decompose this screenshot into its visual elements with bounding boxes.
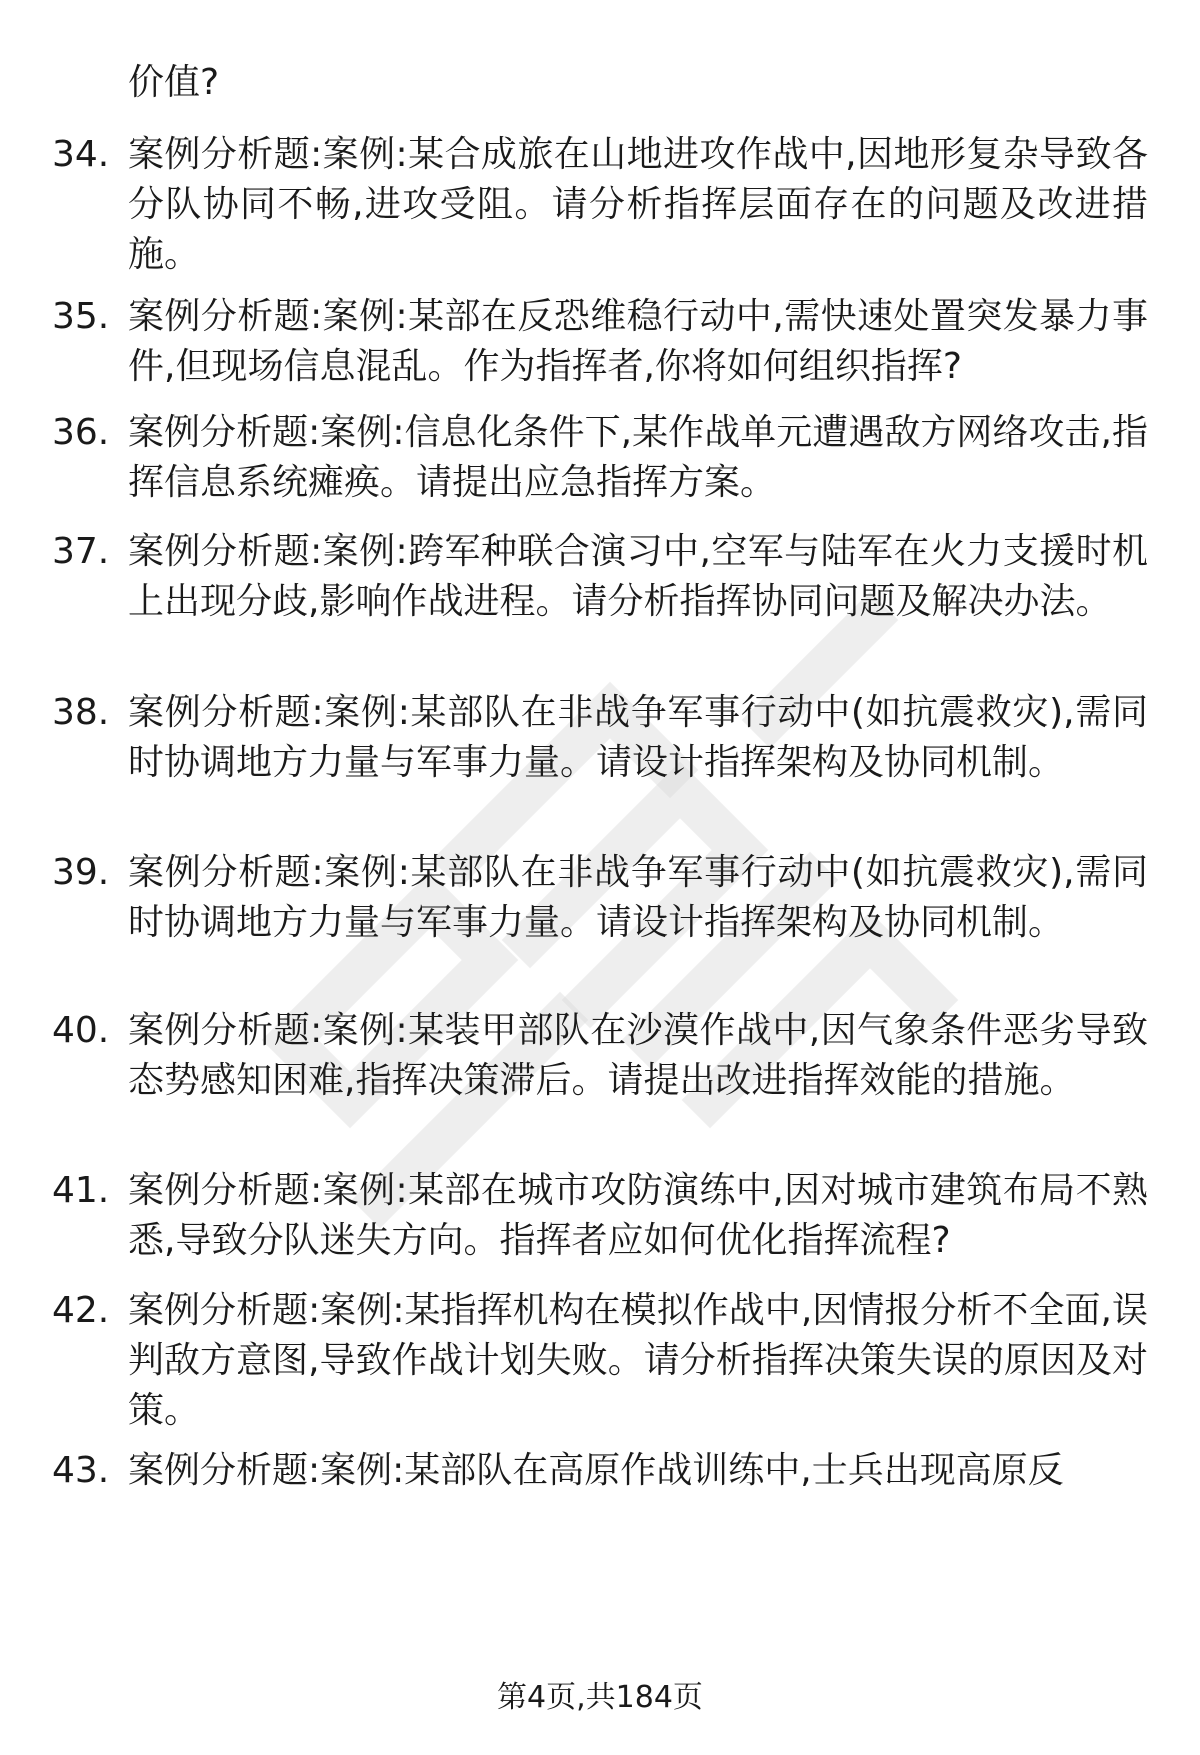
question-number: 35.: [52, 296, 110, 337]
question-text: 案例分析题:案例:某部队在非战争军事行动中(如抗震救灾),需同时协调地方力量与军事力量。请设计指挥架构及协同机制。: [128, 852, 1148, 943]
question-number: 36.: [52, 412, 110, 453]
question-text: 案例分析题:案例:某部在反恐维稳行动中,需快速处置突发暴力事件,但现场信息混乱。作为指挥者,你将如何组织指挥?: [128, 296, 1148, 387]
continued-text: 价值?: [128, 62, 220, 103]
question-number: 40.: [52, 1010, 110, 1051]
question-number: 37.: [52, 531, 110, 572]
question-text: 案例分析题:案例:某部在城市攻防演练中,因对城市建筑布局不熟悉,导致分队迷失方向。指挥者应如何优化指挥流程?: [128, 1170, 1148, 1261]
question-text: 案例分析题:案例:某部队在非战争军事行动中(如抗震救灾),需同时协调地方力量与军事力量。请设计指挥架构及协同机制。: [128, 692, 1148, 783]
question-text: 案例分析题:案例:某合成旅在山地进攻作战中,因地形复杂导致各分队协同不畅,进攻受阻。请分析指挥层面存在的问题及改进措施。: [128, 134, 1148, 275]
question-text: 案例分析题:案例:某装甲部队在沙漠作战中,因气象条件恶劣导致态势感知困难,指挥决策滞后。请提出改进指挥效能的措施。: [128, 1010, 1148, 1101]
question-text: 案例分析题:案例:信息化条件下,某作战单元遭遇敌方网络攻击,指挥信息系统瘫痪。请提出应急指挥方案。: [128, 412, 1148, 503]
question-number: 39.: [52, 852, 110, 893]
question-number: 42.: [52, 1290, 110, 1331]
question-text: 案例分析题:案例:某指挥机构在模拟作战中,因情报分析不全面,误判敌方意图,导致作战计划失败。请分析指挥决策失误的原因及对策。: [128, 1290, 1148, 1431]
question-number: 38.: [52, 692, 110, 733]
question-text: 案例分析题:案例:跨军种联合演习中,空军与陆军在火力支援时机上出现分歧,影响作战进程。请分析指挥协同问题及解决办法。: [128, 531, 1148, 622]
page-footer: 第4页,共184页: [497, 1680, 703, 1715]
question-number: 41.: [52, 1170, 110, 1211]
question-number: 43.: [52, 1450, 110, 1491]
question-text: 案例分析题:案例:某部队在高原作战训练中,士兵出现高原反: [128, 1450, 1064, 1491]
question-number: 34.: [52, 134, 110, 175]
